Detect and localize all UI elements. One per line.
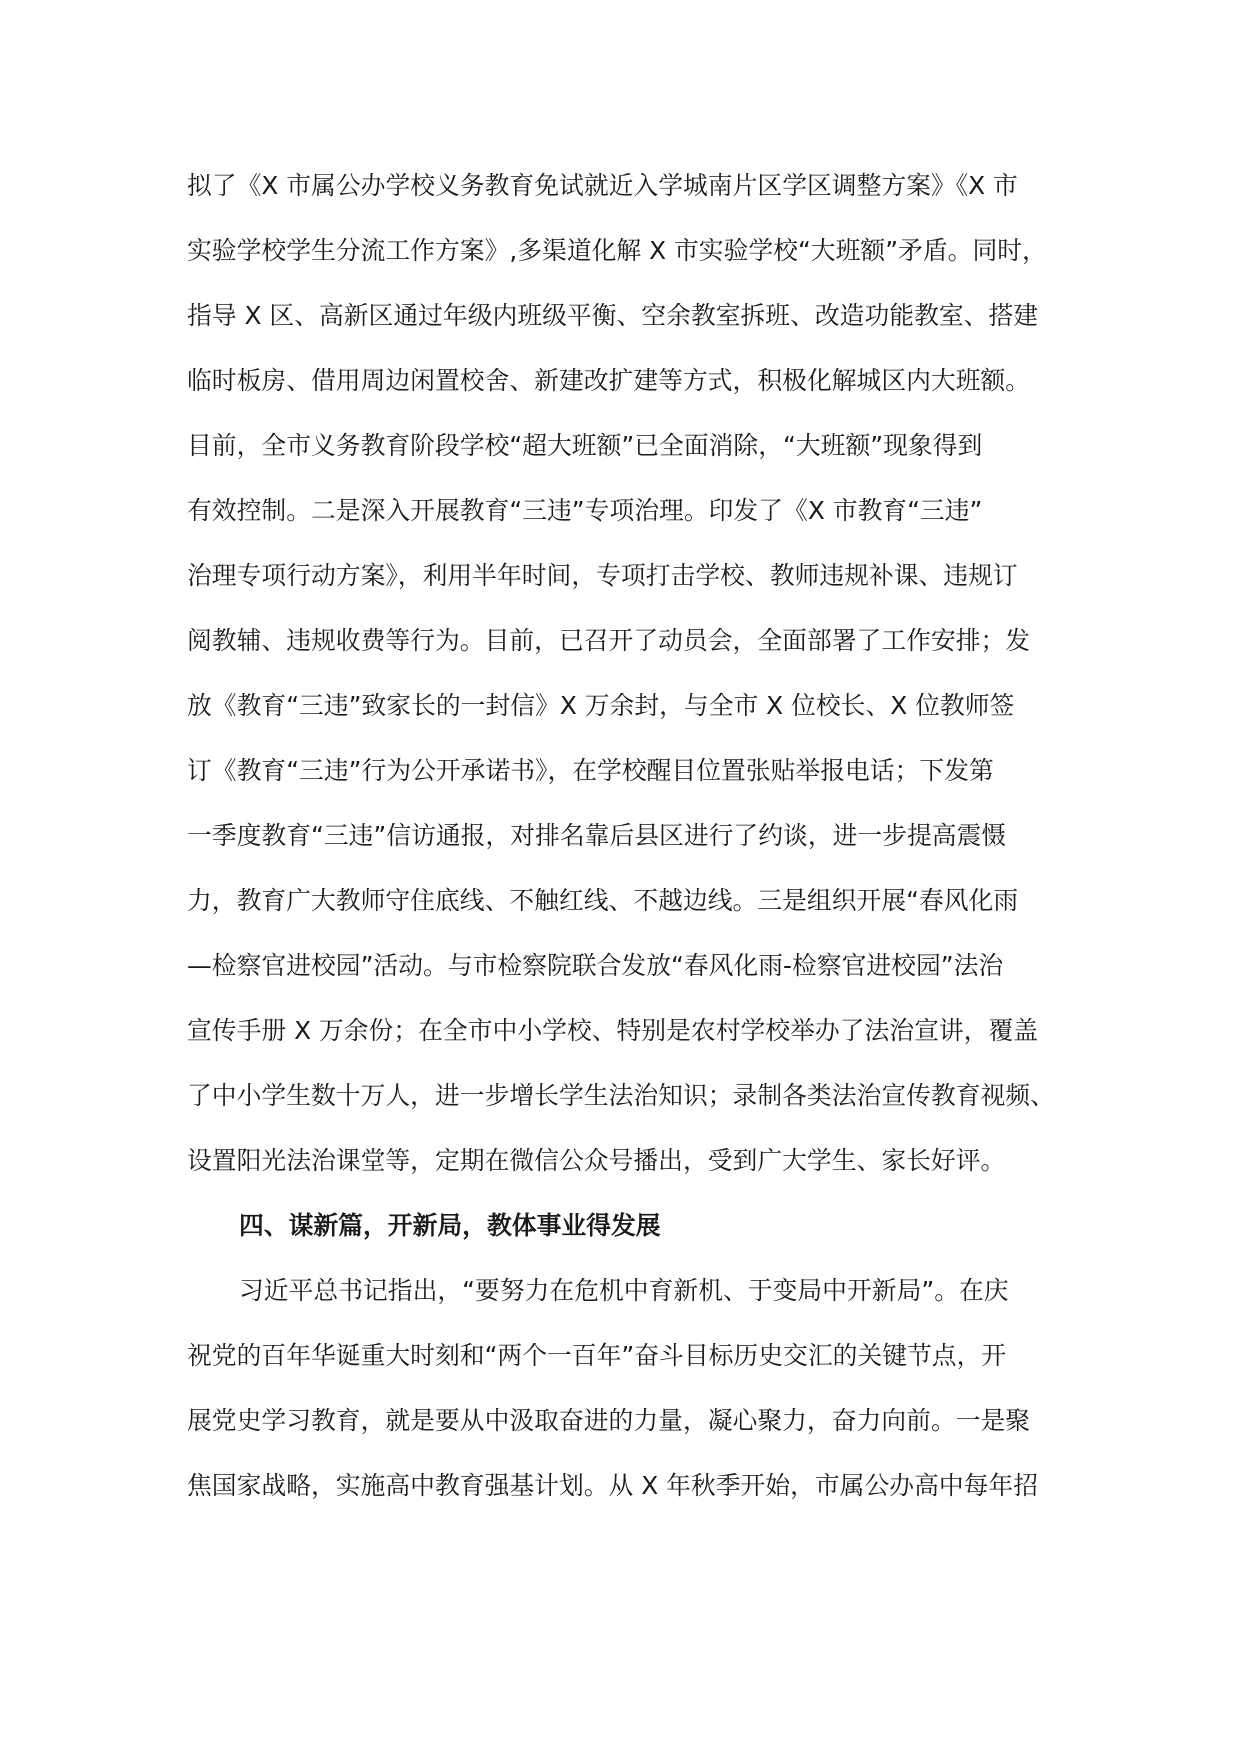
text-line: 一季度教育“三违”信访通报，对排名靠后县区进行了约谈，进一步提高震慑	[187, 821, 1007, 850]
text-line: 焦国家战略，实施高中教育强基计划。从 X 年秋季开始，市属公办高中每年招	[187, 1471, 1039, 1500]
text-line: 指导 X 区、高新区通过年级内班级平衡、空余教室拆班、改造功能教室、搭建	[187, 301, 1039, 330]
text-line: 阅教辅、违规收费等行为。目前，已召开了动员会，全面部署了工作安排；发	[187, 626, 1031, 655]
text-line: 拟了《X 市属公办学校义务教育免试就近入学城南片区学区调整方案》《X 市	[187, 171, 1018, 200]
section-heading: 四、谋新篇，开新局，教体事业得发展	[239, 1211, 661, 1240]
text-line: 临时板房、借用周边闲置校舍、新建改扩建等方式，积极化解城区内大班额。	[187, 366, 1031, 395]
text-line: 力，教育广大教师守住底线、不触红线、不越边线。三是组织开展“春风化雨	[187, 886, 1019, 915]
text-line: 订《教育“三违”行为公开承诺书》，在学校醒目位置张贴举报电话；下发第	[187, 756, 994, 785]
body-paragraph-new	[187, 1258, 1063, 1518]
body-paragraph-continued	[187, 153, 1063, 1193]
text-line: 设置阳光法治课堂等，定期在微信公众号播出，受到广大学生、家长好评。	[187, 1146, 1006, 1175]
text-line: 宣传手册 X 万余份；在全市中小学校、特别是农村学校举办了法治宣讲，覆盖	[187, 1016, 1039, 1045]
text-line: 祝党的百年华诞重大时刻和“两个一百年”奋斗目标历史交汇的关键节点，开	[187, 1341, 1007, 1370]
text-line: 放《教育“三违”致家长的一封信》X 万余封，与全市 X 位校长、X 位教师签	[187, 691, 1015, 720]
text-line: 有效控制。二是深入开展教育“三违”专项治理。印发了《X 市教育“三违”	[187, 496, 983, 525]
section-heading-block	[187, 1193, 1063, 1258]
text-line: 治理专项行动方案》，利用半年时间，专项打击学校、教师违规补课、违规订	[187, 561, 1018, 590]
text-line: 展党史学习教育，就是要从中汲取奋进的力量，凝心聚力，奋力向前。一是聚	[187, 1406, 1031, 1435]
text-line: 目前，全市义务教育阶段学校“超大班额”已全面消除，“大班额”现象得到	[187, 431, 983, 460]
text-line: 实验学校学生分流工作方案》,多渠道化解 X 市实验学校“大班额”矛盾。同时，	[187, 236, 1047, 265]
text-line: 习近平总书记指出，“要努力在危机中育新机、于变局中开新局”。在庆	[239, 1276, 1009, 1305]
text-line: —检察官进校园”活动。与市检察院联合发放“春风化雨-检察官进校园”法治	[187, 951, 1004, 980]
text-line: 了中小学生数十万人，进一步增长学生法治知识；录制各类法治宣传教育视频、	[187, 1081, 1055, 1110]
